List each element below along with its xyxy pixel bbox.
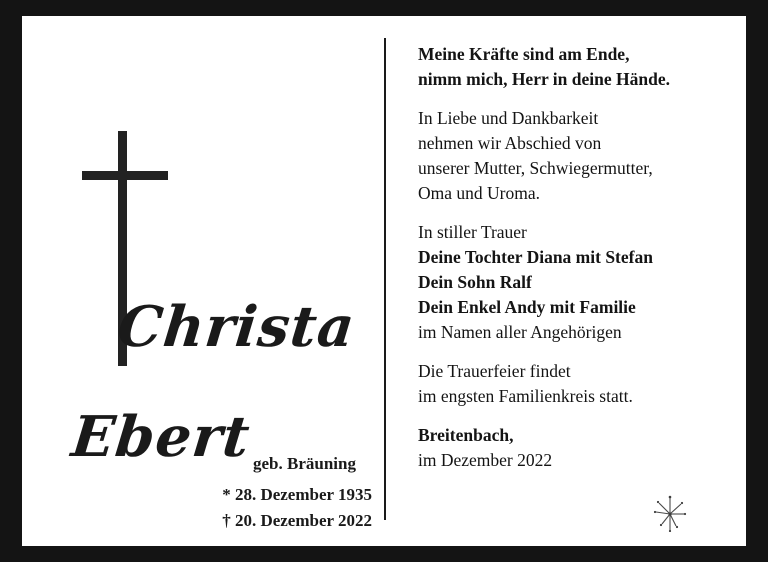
last-name: Ebert: [68, 404, 254, 470]
place-date-block: [418, 423, 728, 473]
death-date: † 20. Dezember 2022: [222, 511, 372, 530]
mourners-block: [418, 220, 728, 345]
life-dates: [222, 482, 372, 534]
place: Breitenbach,: [418, 425, 514, 445]
date: im Dezember 2022: [418, 450, 553, 470]
birth-date: * 28. Dezember 1935: [222, 485, 372, 504]
mourners-intro: In stiller Trauer: [418, 222, 527, 242]
ceremony-line-1: Die Trauerfeier findet: [418, 361, 571, 381]
verse-line-2: nimm mich, Herr in deine Hände.: [418, 69, 670, 89]
verse-block: [418, 42, 728, 92]
left-column: [22, 16, 384, 546]
ceremony-block: [418, 359, 728, 409]
right-column: [386, 16, 746, 546]
ceremony-line-2: im engsten Familienkreis statt.: [418, 386, 633, 406]
mourners-closing: im Namen aller Angehörigen: [418, 322, 622, 342]
farewell-line-4: Oma und Uroma.: [418, 183, 540, 203]
cross-horizontal-bar: [82, 171, 168, 180]
first-name: Christa: [114, 294, 359, 360]
farewell-line-3: unserer Mutter, Schwiegermutter,: [418, 158, 653, 178]
maiden-name: geb. Bräuning: [253, 454, 356, 473]
farewell-line-2: nehmen wir Abschied von: [418, 133, 602, 153]
mourner-1: Deine Tochter Diana mit Stefan: [418, 247, 653, 267]
farewell-block: [418, 106, 728, 206]
sparkle-icon: [650, 492, 690, 532]
mourner-2: Dein Sohn Ralf: [418, 272, 532, 292]
obituary-inner-panel: [22, 16, 746, 546]
verse-line-1: Meine Kräfte sind am Ende,: [418, 44, 630, 64]
mourner-3: Dein Enkel Andy mit Familie: [418, 297, 636, 317]
farewell-line-1: In Liebe und Dankbarkeit: [418, 108, 599, 128]
